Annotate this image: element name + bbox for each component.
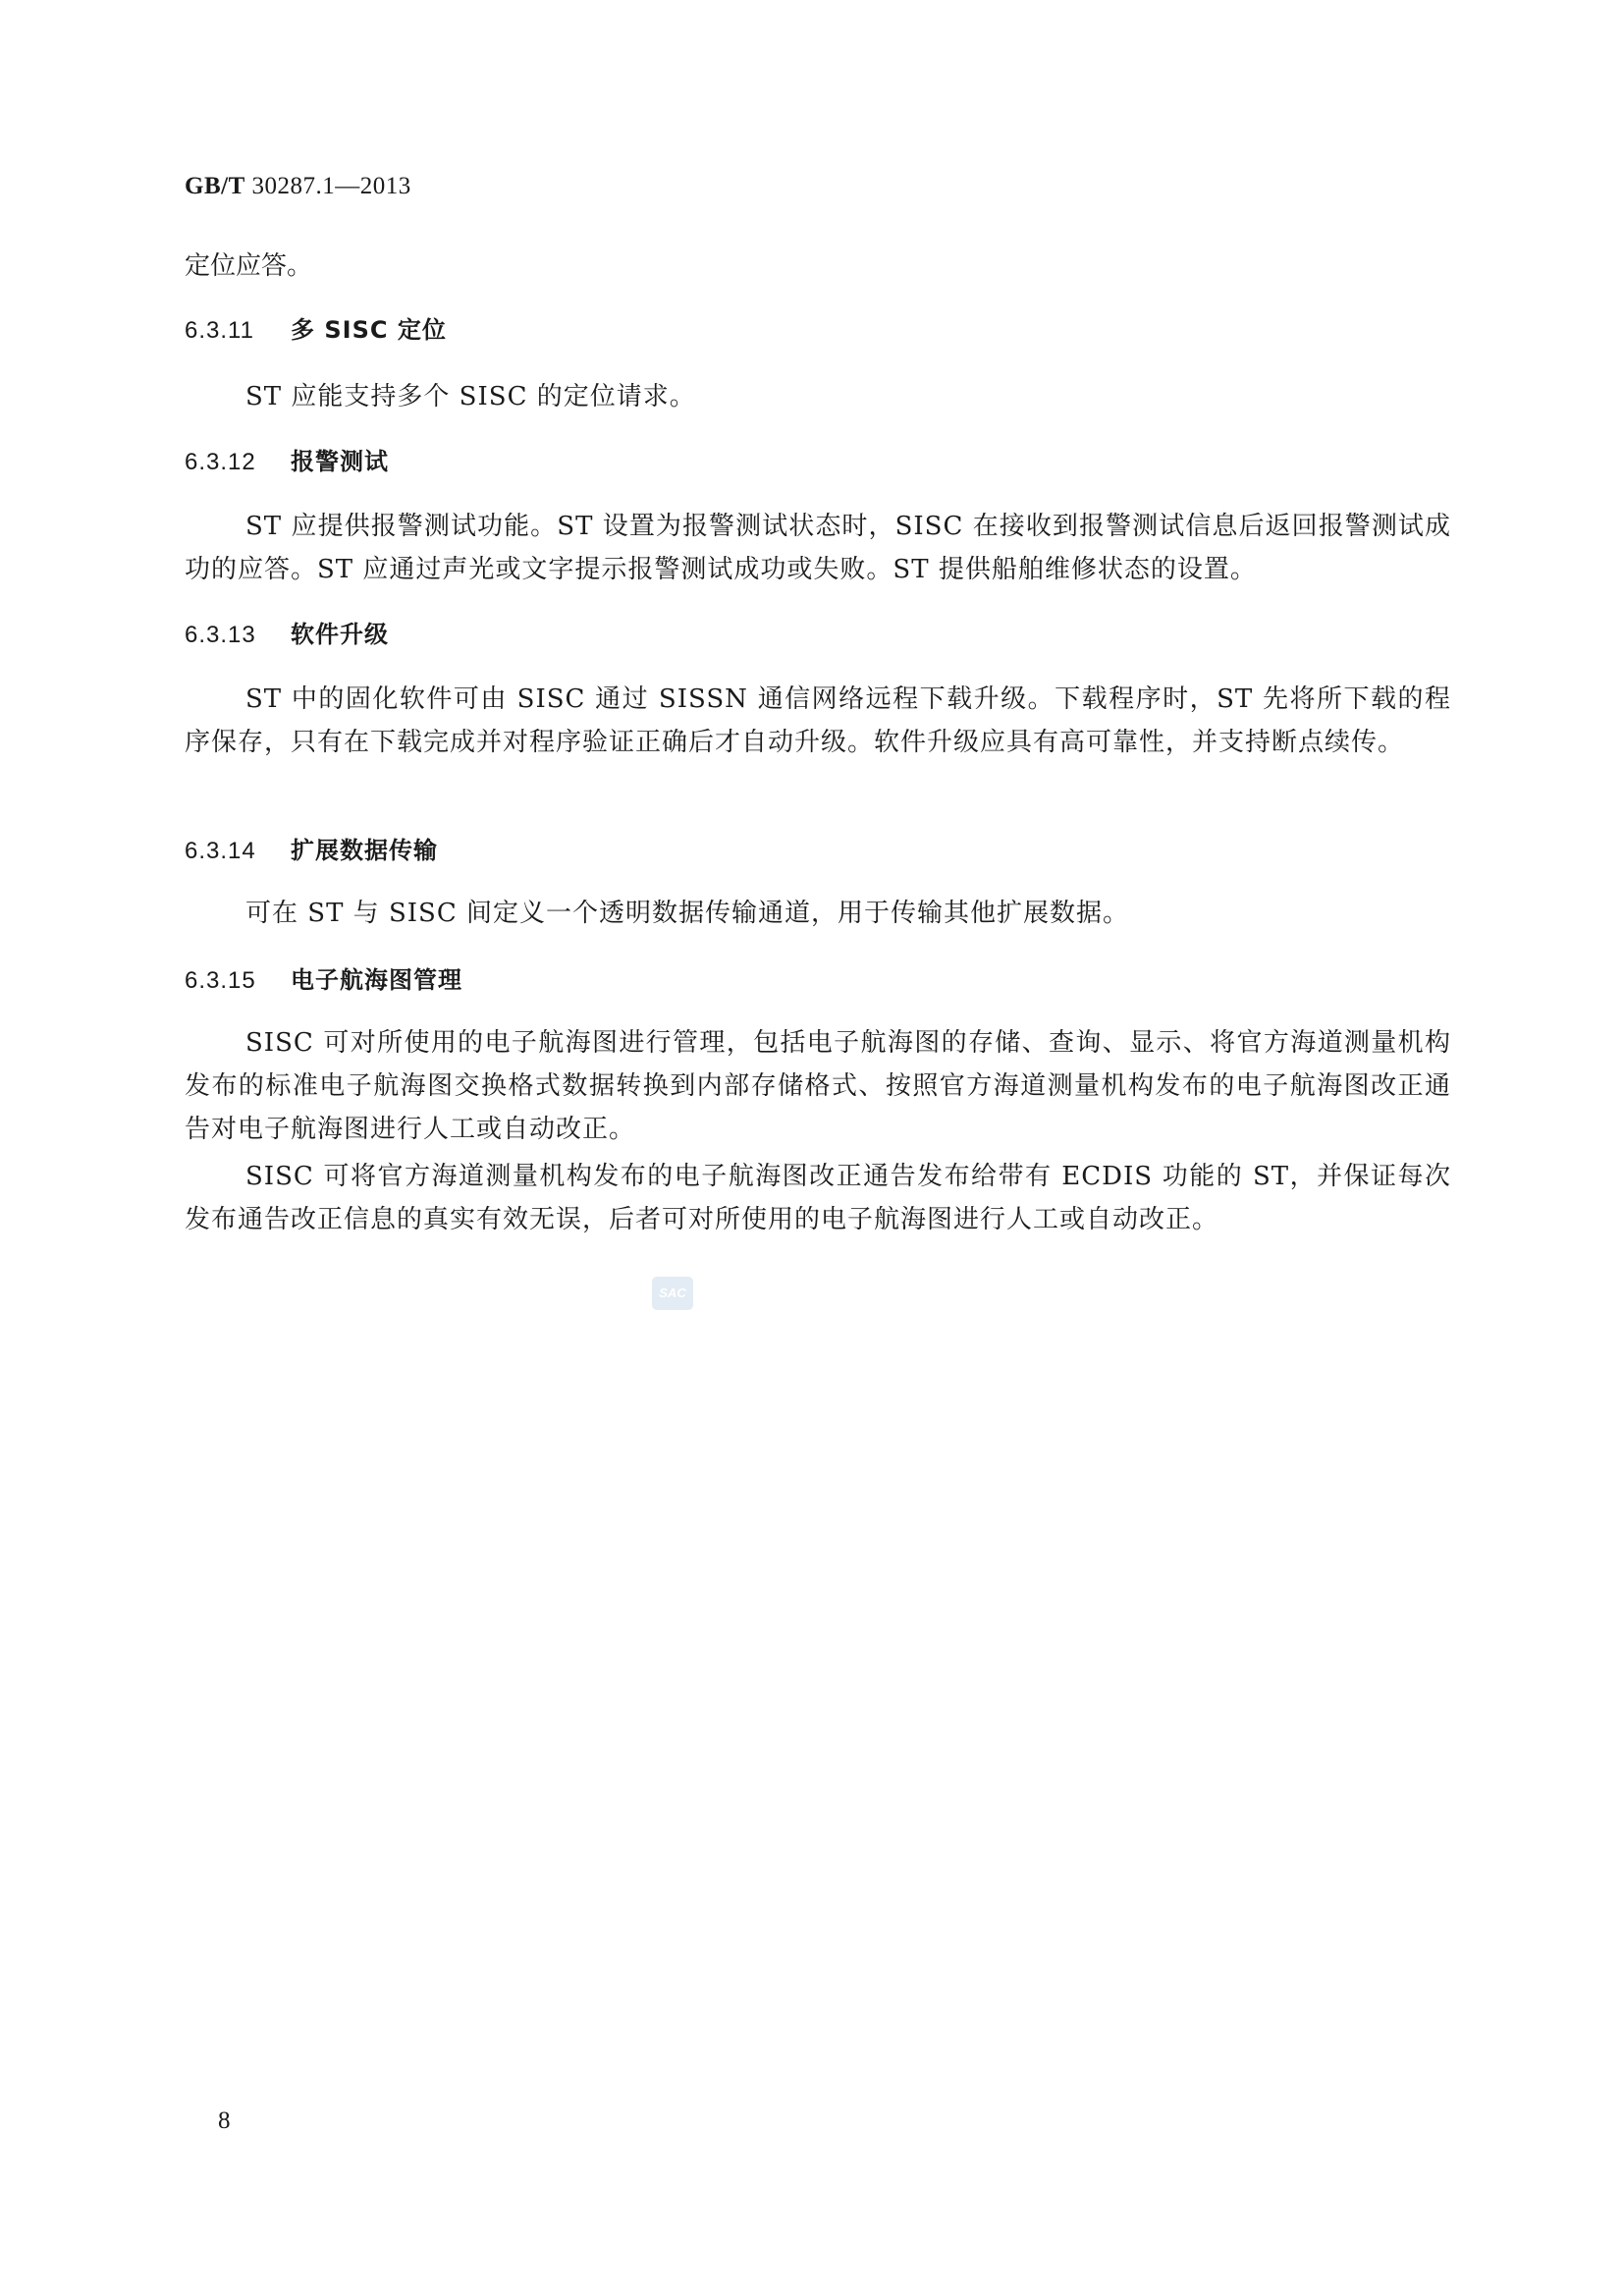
section-heading-6-3-11 xyxy=(185,312,447,349)
section-paragraph: ST 中的固化软件可由 SISC 通过 SISSN 通信网络远程下载升级。下载程序时，ST 先将所下载的程序保存，只有在下载完成并对程序验证正确后才自动升级。软件升级应具有高可靠性，并支持断点续传。 xyxy=(185,684,1451,757)
section-paragraph: SISC 可对所使用的电子航海图进行管理，包括电子航海图的存储、查询、显示、将官方海道测量机构发布的标准电子航海图交换格式数据转换到内部存储格式、按照官方海道测量机构发布的电子航海图改正通告对电子航海图进行人工或自动改正。 xyxy=(185,1028,1451,1144)
page-number: 8 xyxy=(218,2107,231,2134)
continuation-text: 定位应答。 xyxy=(185,251,313,281)
section-paragraph: ST 应能支持多个 SISC 的定位请求。 xyxy=(245,382,696,411)
section-paragraph: ST 应提供报警测试功能。ST 设置为报警测试状态时，SISC 在接收到报警测试信息后返回报警测试成功的应答。ST 应通过声光或文字提示报警测试成功或失败。ST 提供船舶维修状态的设置。 xyxy=(185,512,1451,584)
section-title: 报警测试 xyxy=(291,448,389,475)
section-number: 6.3.14 xyxy=(185,838,256,864)
sac-watermark-logo: SAC xyxy=(652,1277,693,1310)
section-heading-6-3-13 xyxy=(185,617,389,653)
section-number: 6.3.12 xyxy=(185,449,256,475)
section-title: 多 SISC 定位 xyxy=(291,316,447,344)
standard-code-header xyxy=(185,173,411,200)
section-number: 6.3.15 xyxy=(185,967,256,994)
section-heading-6-3-14 xyxy=(185,833,438,869)
section-title: 软件升级 xyxy=(291,621,389,648)
section-title: 电子航海图管理 xyxy=(291,966,462,994)
standard-code: GB/T xyxy=(185,173,245,199)
standard-number: 30287.1—2013 xyxy=(251,173,411,199)
section-heading-6-3-12 xyxy=(185,444,389,480)
section-paragraph: 可在 ST 与 SISC 间定义一个透明数据传输通道，用于传输其他扩展数据。 xyxy=(245,899,1129,928)
section-paragraph: SISC 可将官方海道测量机构发布的电子航海图改正通告发布给带有 ECDIS 功能的 ST，并保证每次发布通告改正信息的真实有效无误，后者可对所使用的电子航海图进行人工或自动改正。 xyxy=(185,1162,1451,1234)
section-number: 6.3.13 xyxy=(185,622,256,648)
section-number: 6.3.11 xyxy=(185,317,254,344)
section-heading-6-3-15 xyxy=(185,962,462,999)
section-title: 扩展数据传输 xyxy=(291,837,438,864)
